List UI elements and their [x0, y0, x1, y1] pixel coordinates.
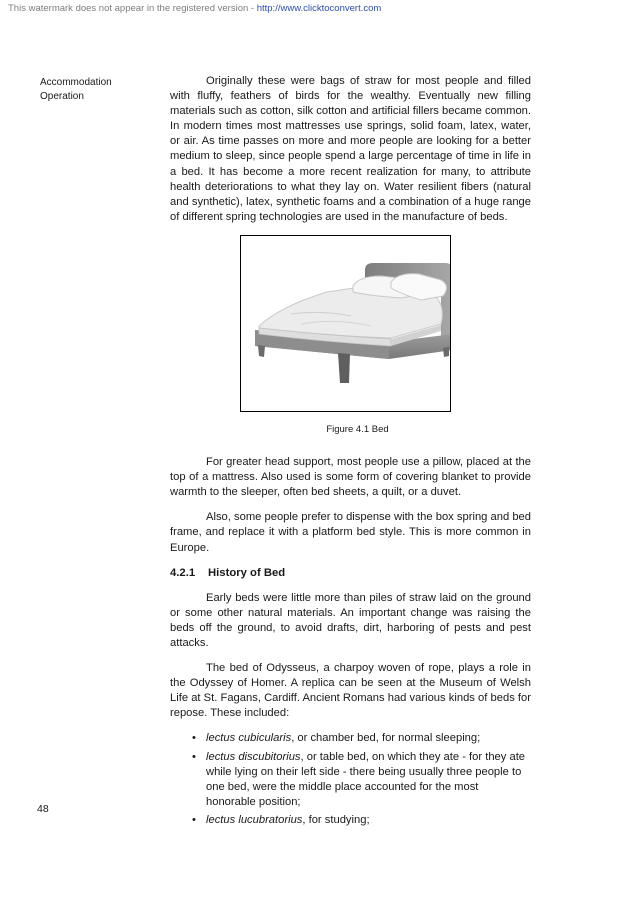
watermark-link[interactable]: http://www.clicktoconvert.com	[256, 3, 382, 14]
side-header-line1: Accommodation	[40, 77, 112, 88]
side-header-line2: Operation	[40, 91, 84, 102]
figure-caption: Figure 4.1 Bed	[326, 423, 389, 435]
paragraph-odysseus: The bed of Odysseus, a charpoy woven of rope, plays a role in the Odyssey of Homer. A replica can be seen at the Museum of Welsh Life at St. Fagans, Cardiff. Ancient Romans had various kinds of beds for repose. These included:	[170, 662, 531, 720]
bed-description: , for studying;	[302, 813, 370, 826]
section-title: History of Bed	[208, 566, 286, 579]
bed-term: lectus cubicularis	[206, 732, 292, 745]
bed-term: lectus discubitorius	[206, 750, 301, 763]
paragraph-mattress-history: Originally these were bags of straw for most people and filled with fluffy, feathers of birds for the wealthy. Eventually new filling materials such as cotton, silk cotton and artificial fillers became common. In modern times most mattresses use springs, solid foam, latex, water, or air. As time passes on more and more people are looking for a better medium to sleep, since people spend a large percentage of time in life in a bed. It has become a more recent realization for many, to attribute health deteriorations to what they lay on. Water resilient fibers (natural and synthetic), latex, synthetic foams and a combination of a huge range of different spring technologies are used in the manufacture of beds.	[170, 75, 531, 223]
bed-figure	[240, 235, 451, 412]
list-item: • lectus discubitorius, or table bed, on which they ate - for they ate while lying on their left side - there being usually three people to one bed, were the middle place accounted for the most honorable position;	[192, 750, 526, 808]
page-number: 48	[37, 803, 49, 815]
section-heading	[170, 566, 531, 581]
bed-image	[241, 236, 450, 411]
bed-description: , or chamber bed, for normal sleeping;	[291, 732, 481, 745]
watermark-text: This watermark does not appear in the registered version -	[8, 3, 257, 14]
paragraph-pillow: For greater head support, most people use a pillow, placed at the top of a mattress. Also used is some form of covering blanket to provide warmth to the sleeper, often bed sheets, a quilt, or a duvet.	[170, 456, 531, 499]
bed-term: lectus lucubratorius	[206, 813, 303, 826]
list-item: • lectus cubicularis, or chamber bed, for normal sleeping;	[192, 732, 481, 745]
bed-description: , or table bed, on which they ate - for they ate while lying on their left side - there being usually three people to one bed, were the middle place accounted for the most honorable position;	[206, 750, 526, 808]
section-number: 4.2.1	[170, 566, 196, 579]
roman-beds-list	[170, 731, 531, 828]
paragraph-platform-bed: Also, some people prefer to dispense with the box spring and bed frame, and replace it with a platform bed style. This is more common in Europe.	[170, 511, 531, 554]
side-header	[40, 76, 112, 104]
watermark	[8, 3, 381, 14]
paragraph-early-beds: Early beds were little more than piles of straw laid on the ground or some other natural materials. An important change was raising the beds off the ground, to avoid drafts, dirt, harboring of pests and pest attacks.	[170, 591, 531, 649]
main-content	[170, 74, 531, 831]
list-item: • lectus lucubratorius, for studying;	[192, 813, 370, 826]
